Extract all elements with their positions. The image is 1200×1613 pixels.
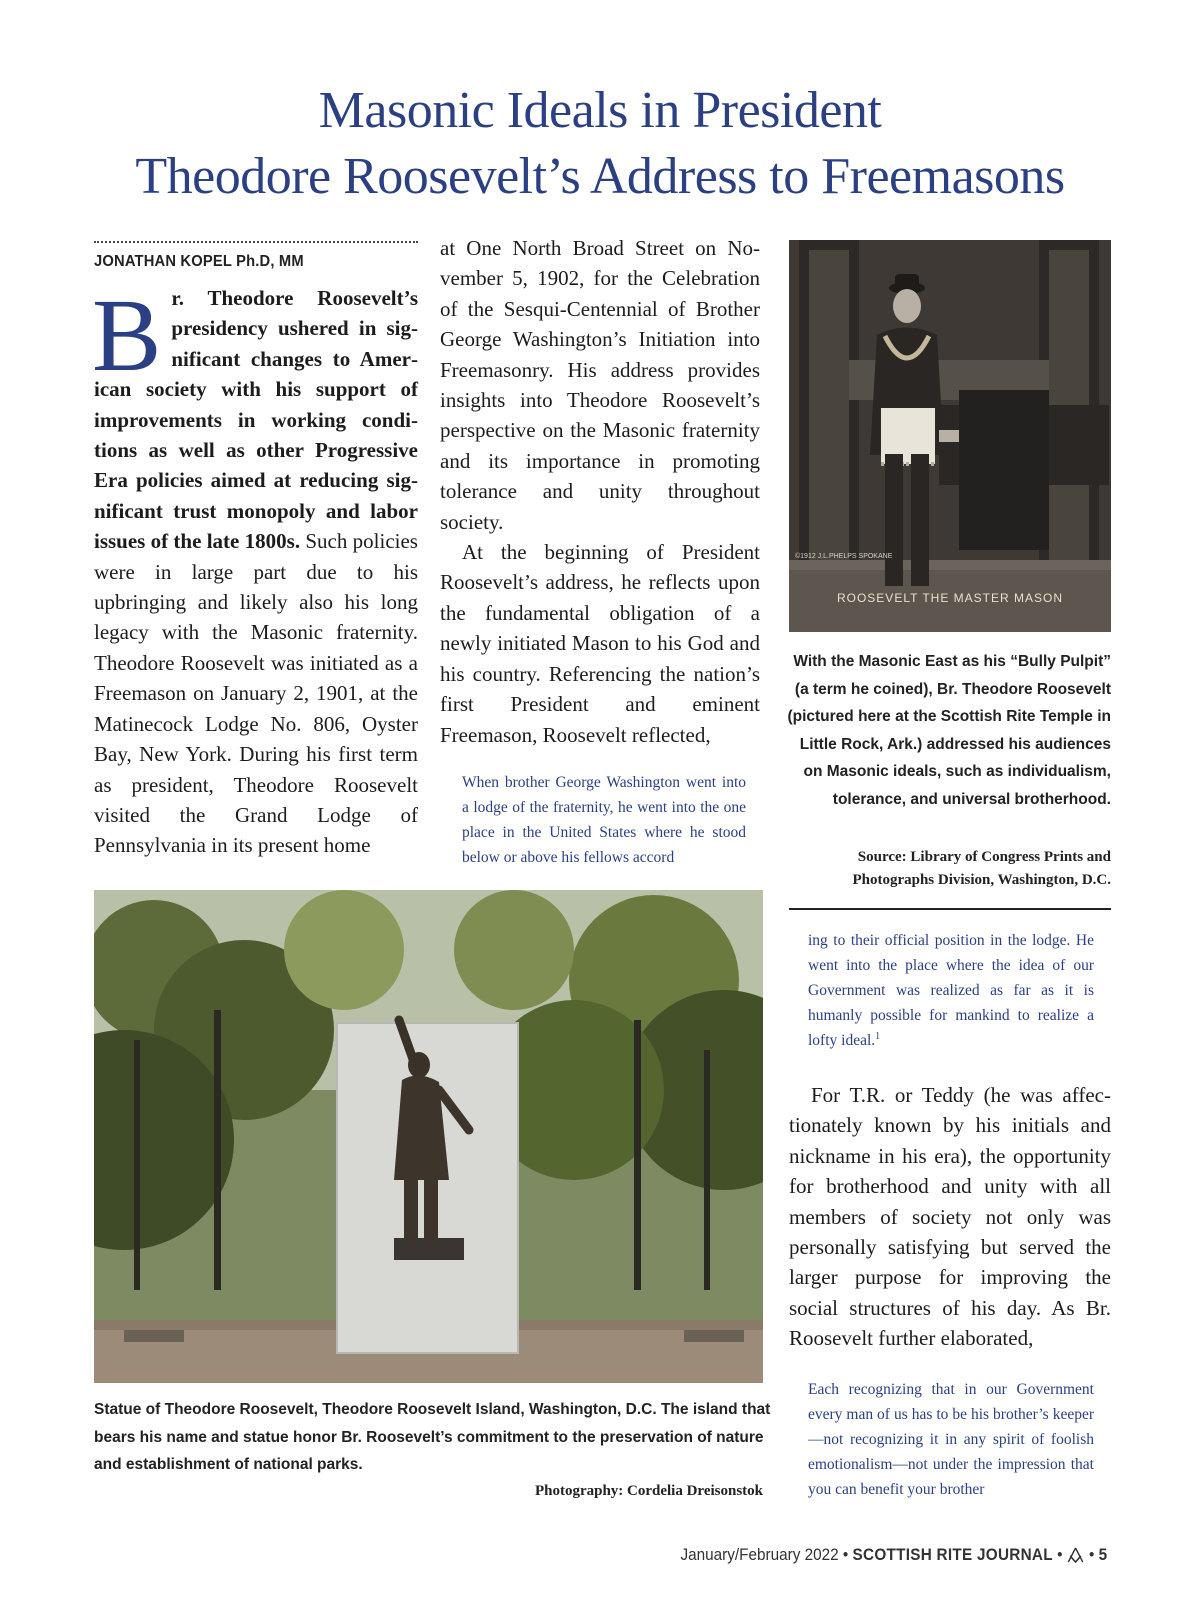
article-title	[0, 78, 1200, 210]
mason-photo-credit: Source: Library of Congress Prints and Photographs Division, Washington, D.C.	[852, 849, 1111, 888]
masonic-emblem-icon	[1066, 1547, 1084, 1563]
drop-cap: B	[92, 278, 162, 393]
quote-brothers-keeper-text: Each recognizing that in our Government every man of us has to be his brother’s keeper—not recognizing it in any spirit of foolish emotionalism—not under the impression that you can benefit your brother	[808, 1381, 1094, 1498]
roosevelt-master-mason-photo	[789, 240, 1111, 632]
statue-photo-caption: Statue of Theodore Roosevelt, Theodore Roosevelt Island, Washington, D.C. The island that bears his name and statue honor Br. Roosevelt’s commitment to the preservation of nature and establishment of national parks.	[94, 1401, 771, 1473]
byline-divider	[94, 241, 418, 243]
footer-separator: •	[842, 1545, 848, 1564]
intro-paragraph	[92, 278, 418, 861]
footnote-marker: 1	[875, 1030, 881, 1042]
footer-separator: •	[1056, 1545, 1063, 1564]
column-1	[92, 278, 418, 861]
title-line-2: Theodore Roosevelt’s Address to Freemasons	[135, 148, 1065, 205]
caption-divider	[789, 908, 1111, 910]
photo-studio-mark: ©1912 J.L.PHELPS SPOKANE	[795, 553, 893, 560]
statue-photo-illustration	[94, 890, 763, 1383]
quote-text-part-2	[808, 928, 1094, 1053]
roosevelt-statue-photo	[94, 890, 763, 1383]
body-paragraph-1: at One North Broad Street on November 5, 1902, for the Celebration of the Sesqui-Centennial of Brother George Washington’s Initiation into Freemasonry. His address provides insights into Theodore Roosevelt’s perspective on the Masonic fraternity and its importance in promoting tolerance and unity throughout society.	[440, 236, 760, 534]
quote-text-end: ing to their official position in the lodge. He went into the place where the idea of our Government was realized as far as it is humanly possible for mankind to realize a lofty ideal.	[808, 932, 1094, 1049]
body-paragraph-3: For T.R. or Teddy (he was affectionately known by his initials and nickname in his era), the opportunity for brotherhood and unity with all members of society not only was personally satisfying but served the larger purpose for improving the social structures of his day. As Br. Roosevelt further elaborated,	[789, 1083, 1111, 1351]
quote-text-part-1: When brother George Washington went into a lodge of the fraternity, he went into the one place in the United States where he stood below or above his fellows accord	[462, 774, 746, 866]
journal-name: SCOTTISH RITE JOURNAL	[852, 1545, 1053, 1564]
intro-body-text: Such policies were in large part due to his upbringing and likely also his long legacy with the Masonic fraternity. Theodore Roosevelt was initiated as a Freemason on January 2, 1901, at the Matinecock Lodge No. 806, Oyster Bay, New York. During his first term as president, Theodore Roosevelt visited the Grand Lodge of Pennsylvania in its present home	[94, 529, 418, 858]
page-number: 5	[1098, 1545, 1107, 1564]
title-line-1: Masonic Ideals in President	[318, 82, 882, 139]
block-quote-brothers-keeper	[808, 1377, 1094, 1502]
master-mason-photo-illustration	[789, 240, 1111, 632]
body-paragraph-2: At the beginning of President Roosevelt’s address, he reflects upon the fundamental obligation of a newly initiated Mason to his God and his country. Referencing the nation’s first President and eminent Freemason, Roosevelt reflected,	[440, 540, 760, 747]
issue-date: January/February 2022	[680, 1545, 839, 1564]
photo-plate-label: ROOSEVELT THE MASTER MASON	[836, 591, 1064, 605]
column-2	[440, 233, 760, 750]
author-byline: JONATHAN KOPEL Ph.D, MM	[94, 253, 304, 270]
statue-photo-credit: Photography: Cordelia Dreisonstok	[534, 1483, 763, 1499]
lead-text: r. Theodore Roosevelt’s presidency ushered in significant changes to American society with his support of improvements in working conditions as well as other Progressive Era policies aimed at reducing significant trust monopoly and labor issues of the late 1800s.	[94, 286, 418, 554]
footer-separator: •	[1088, 1545, 1094, 1564]
mason-photo-caption: With the Masonic East as his “Bully Pulpit” (a term he coined), Br. Theodore Roosevelt (pictured here at the Scottish Rite Temple in Little Rock, Ark.) addressed his audiences on Masonic ideals, such as individualism, tolerance, and universal brotherhood.	[787, 653, 1111, 808]
column-3	[789, 1080, 1111, 1354]
block-quote-washington	[462, 770, 746, 870]
page-footer	[680, 1545, 1107, 1565]
block-quote-washington-continued	[808, 928, 1094, 1053]
